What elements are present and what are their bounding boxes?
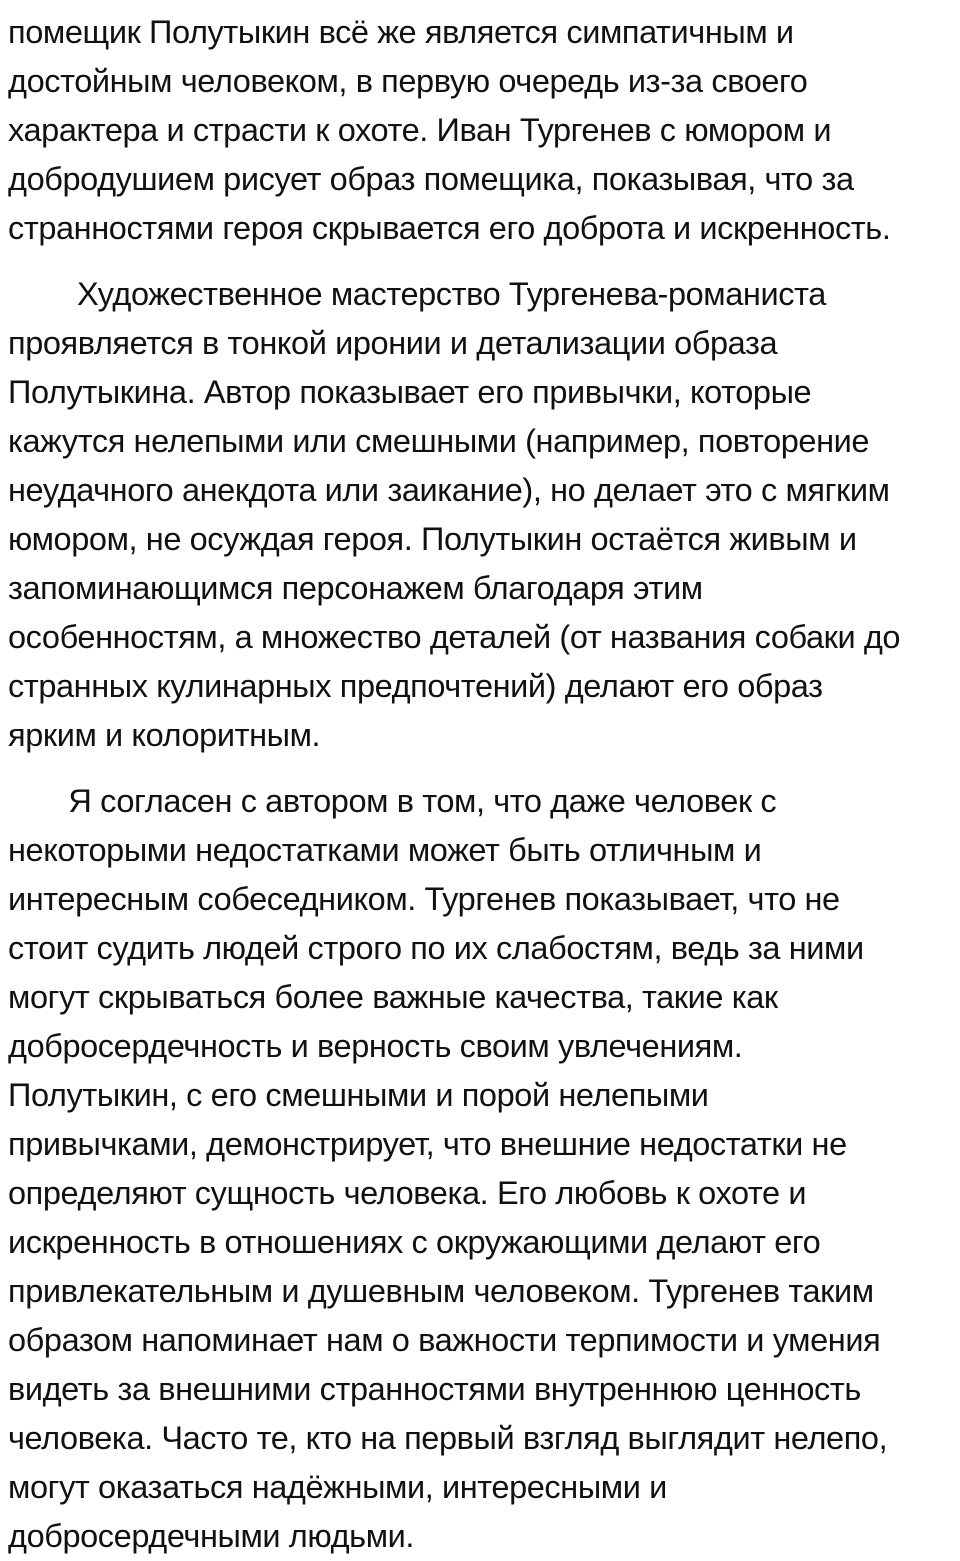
paragraph-line: достойным человеком, в первую очередь из-за своего xyxy=(8,63,808,99)
paragraph-1 xyxy=(8,8,890,253)
paragraph-line: кажутся нелепыми или смешными (например, повторение xyxy=(8,423,870,459)
paragraph-line: определяют сущность человека. Его любовь к охоте и xyxy=(8,1175,807,1211)
paragraph-line: юмором, не осуждая героя. Полутыкин остаётся живым и xyxy=(8,521,857,557)
paragraph-line: стоит судить людей строго по их слабостям, ведь за ними xyxy=(8,930,864,966)
paragraph-line: помещик Полутыкин всё же является симпатичным и xyxy=(8,14,794,50)
paragraph-line: добросердечность и верность своим увлечениям. xyxy=(8,1028,743,1064)
paragraph-line: странностями героя скрывается его доброта и искренность. xyxy=(8,210,891,246)
paragraph-indent xyxy=(8,276,77,312)
paragraph-line-text: Художественное мастерство Тургенева-романиста xyxy=(77,276,826,312)
paragraph-first-line xyxy=(8,270,900,319)
paragraph-line: привычками, демонстрирует, что внешние недостатки не xyxy=(8,1126,847,1162)
paragraph-line: могут оказаться надёжными, интересными и xyxy=(8,1469,667,1505)
paragraph-line: добродушием рисует образ помещика, показывая, что за xyxy=(8,161,854,197)
paragraph-line: проявляется в тонкой иронии и детализации образа xyxy=(8,325,778,361)
paragraph-line: человека. Часто те, кто на первый взгляд выглядит нелепо, xyxy=(8,1420,888,1456)
paragraph-line: некоторыми недостатками может быть отличным и xyxy=(8,832,762,868)
paragraph-3 xyxy=(8,777,887,1561)
paragraph-indent xyxy=(8,783,68,819)
paragraph-line: ярким и колоритным. xyxy=(8,717,321,753)
paragraph-line: привлекательным и душевным человеком. Тургенев таким xyxy=(8,1273,874,1309)
paragraph-line: Полутыкина. Автор показывает его привычки, которые xyxy=(8,374,812,410)
paragraph-first-line xyxy=(8,777,887,826)
paragraph-line: запоминающимся персонажем благодаря этим xyxy=(8,570,703,606)
paragraph-line: особенностям, а множество деталей (от названия собаки до xyxy=(8,619,901,655)
paragraph-line: видеть за внешними странностями внутреннюю ценность xyxy=(8,1371,861,1407)
paragraph-line: странных кулинарных предпочтений) делают его образ xyxy=(8,668,823,704)
paragraph-2 xyxy=(8,270,900,760)
paragraph-line: неудачного анекдота или заикание), но делает это с мягким xyxy=(8,472,890,508)
paragraph-line: добросердечными людьми. xyxy=(8,1518,415,1554)
paragraph-line: характера и страсти к охоте. Иван Тургенев с юмором и xyxy=(8,112,832,148)
paragraph-line: интересным собеседником. Тургенев показывает, что не xyxy=(8,881,840,917)
paragraph-line: Полутыкин, с его смешными и порой нелепыми xyxy=(8,1077,709,1113)
paragraph-line: образом напоминает нам о важности терпимости и умения xyxy=(8,1322,881,1358)
paragraph-line: искренность в отношениях с окружающими делают его xyxy=(8,1224,821,1260)
paragraph-line-text: Я согласен с автором в том, что даже человек с xyxy=(68,783,777,819)
paragraph-line: могут скрываться более важные качества, такие как xyxy=(8,979,778,1015)
